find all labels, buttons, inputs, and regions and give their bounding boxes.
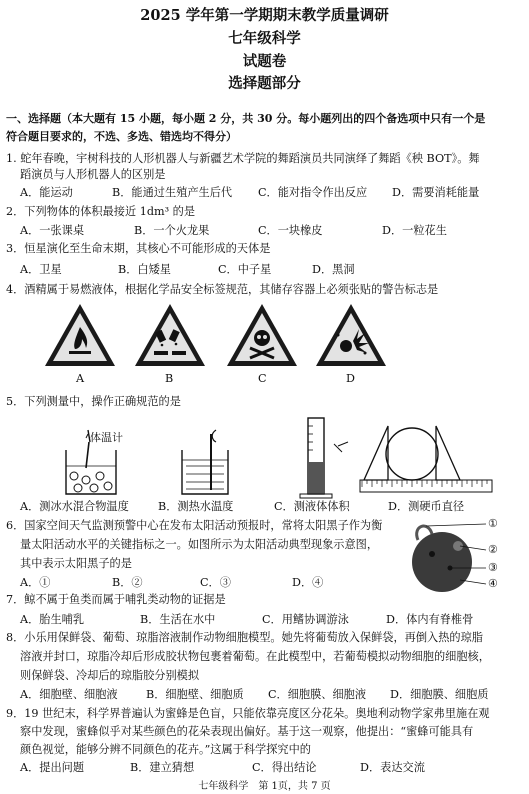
q8-stem-line3: 则保鲜袋、冷却后的琼脂胶分别模拟 [20, 669, 200, 682]
q1-option-c[interactable]: C．能对指令作出反应 [258, 186, 368, 199]
q8-option-b[interactable]: B．细胞壁、细胞质 [146, 688, 244, 701]
corrosive-sign-icon[interactable] [132, 301, 208, 369]
exam-title: 2025 学年第一学期期末教学质量调研 [140, 7, 389, 24]
page-footer: 七年级科学 第 1页，共 7 页 [198, 781, 331, 792]
q1-stem-line2: 蹈演员与人形机器人的区别是 [20, 168, 166, 181]
q6-stem-line2: 量太阳活动水平的关键指标之一。如图所示为太阳活动典型现象示意图， [20, 538, 379, 551]
q3-option-c[interactable]: C．中子星 [218, 263, 272, 276]
q5-option-d[interactable]: D．测硬币直径 [388, 500, 465, 513]
explosive-sign-icon[interactable] [313, 301, 389, 369]
q2-stem: 2．下列物体的体积最接近 1dm³ 的是 [6, 205, 196, 218]
q6-option-b[interactable]: B．② [112, 576, 143, 589]
q7-option-a[interactable]: A．胎生哺乳 [20, 613, 85, 626]
q7-option-c[interactable]: C．用鳍协调游泳 [262, 613, 349, 626]
q5-option-c[interactable]: C．测液体体积 [274, 500, 350, 513]
q6-option-c[interactable]: C．③ [200, 576, 231, 589]
q9-option-b[interactable]: B．建立猜想 [130, 761, 195, 774]
q1-stem-line1: 1. 蛇年春晚，宇树科技的人形机器人与新疆艺术学院的舞蹈演员共同演绎了舞蹈《秧 BOT》。舞 [6, 152, 480, 165]
q9-stem-line1: 9．19 世纪末，科学界普遍认为蜜蜂是色盲，只能依靠亮度区分花朵。奥地利动物学家弗里施在观 [6, 707, 490, 720]
q1-option-a[interactable]: A．能运动 [20, 186, 73, 199]
q8-stem-line2: 溶液并封口，琼脂冷却后形成胶状物包裹着葡萄。在此模型中，若葡萄模拟动物细胞的细胞核， [20, 650, 490, 663]
q8-option-c[interactable]: C．细胞膜、细胞液 [268, 688, 367, 701]
q5-option-b[interactable]: B．测热水温度 [158, 500, 234, 513]
q1-option-d[interactable]: D．需要消耗能量 [392, 186, 480, 199]
q9-stem-line3: 颜色视觉，能够分辨不同颜色的花卉。”这属于科学探究中的 [20, 743, 311, 756]
toxic-sign-icon[interactable] [224, 301, 300, 369]
q4-label-d: D [346, 372, 355, 385]
q7-stem: 7．鲸不属于鱼类而属于哺乳类动物的证据是 [6, 593, 226, 606]
beaker-hot-water-figure[interactable] [176, 428, 236, 498]
q8-option-d[interactable]: D．细胞膜、细胞质 [390, 688, 489, 701]
q9-option-a[interactable]: A．提出问题 [20, 761, 85, 774]
q2-option-d[interactable]: D．一粒花生 [382, 224, 447, 237]
section-instructions-line1: 一、选择题（本大题有 15 小题，每小题 2 分，共 30 分。每小题列出的四个备选项中只有一个是 [6, 112, 486, 125]
q3-option-d[interactable]: D．黑洞 [312, 263, 355, 276]
q8-option-a[interactable]: A．细胞壁、细胞液 [20, 688, 118, 701]
q5-stem: 5．下列测量中，操作正确规范的是 [6, 395, 181, 408]
sun-mark-4: ④ [488, 577, 499, 590]
part-title: 选择题部分 [228, 75, 301, 92]
q2-option-b[interactable]: B．一个火龙果 [134, 224, 210, 237]
q1-option-b[interactable]: B．能通过生殖产生后代 [112, 186, 233, 199]
flammable-sign-icon[interactable] [42, 301, 118, 369]
coin-ruler-figure[interactable] [358, 422, 494, 498]
q4-label-a: A [76, 372, 85, 385]
q7-option-b[interactable]: B．生活在水中 [140, 613, 216, 626]
q5-option-a[interactable]: A．测冰水混合物温度 [20, 500, 129, 513]
sun-mark-3: ③ [488, 561, 499, 574]
q9-option-d[interactable]: D．表达交流 [360, 761, 425, 774]
q4-label-c: C [258, 372, 267, 385]
q9-stem-line2: 察中发现，蜜蜂似乎对某些颜色的花朵表现出偏好。基于这一观察，他提出：“蜜蜂可能具有 [20, 725, 474, 738]
subject-title: 七年级科学 [228, 30, 301, 47]
graduated-cylinder-figure[interactable] [290, 412, 360, 500]
sun-mark-2: ② [488, 543, 499, 556]
section-instructions-line2: 符合题目要求的，不选、多选、错选均不得分） [6, 130, 237, 143]
sun-mark-1: ① [488, 517, 499, 530]
q6-option-d[interactable]: D．④ [292, 576, 324, 589]
q3-stem: 3．恒星演化至生命末期，其核心不可能形成的天体是 [6, 242, 271, 255]
q7-option-d[interactable]: D．体内有脊椎骨 [386, 613, 474, 626]
q2-option-c[interactable]: C．一块橡皮 [258, 224, 323, 237]
q6-stem-line1: 6．国家空间天气监测预警中心在发布太阳活动预报时，常将太阳黑子作为衡 [6, 519, 383, 532]
paper-title: 试题卷 [242, 53, 287, 70]
thermometer-label: 体温计 [90, 431, 123, 444]
solar-activity-figure [398, 516, 498, 592]
q4-stem: 4．酒精属于易燃液体，根据化学品安全标签规范，其储存容器上必须张贴的警告标志是 [6, 283, 439, 296]
q4-label-b: B [165, 372, 174, 385]
q6-option-a[interactable]: A．① [20, 576, 51, 589]
q3-option-a[interactable]: A．卫星 [20, 263, 62, 276]
q6-stem-line3: 其中表示太阳黑子的是 [20, 557, 132, 570]
q3-option-b[interactable]: B．白矮星 [118, 263, 171, 276]
q9-option-c[interactable]: C．得出结论 [252, 761, 317, 774]
q2-option-a[interactable]: A．一张课桌 [20, 224, 85, 237]
q8-stem-line1: 8．小乐用保鲜袋、葡萄、琼脂溶液制作动物细胞模型。她先将葡萄放入保鲜袋，再倒入热的琼脂 [6, 631, 483, 644]
